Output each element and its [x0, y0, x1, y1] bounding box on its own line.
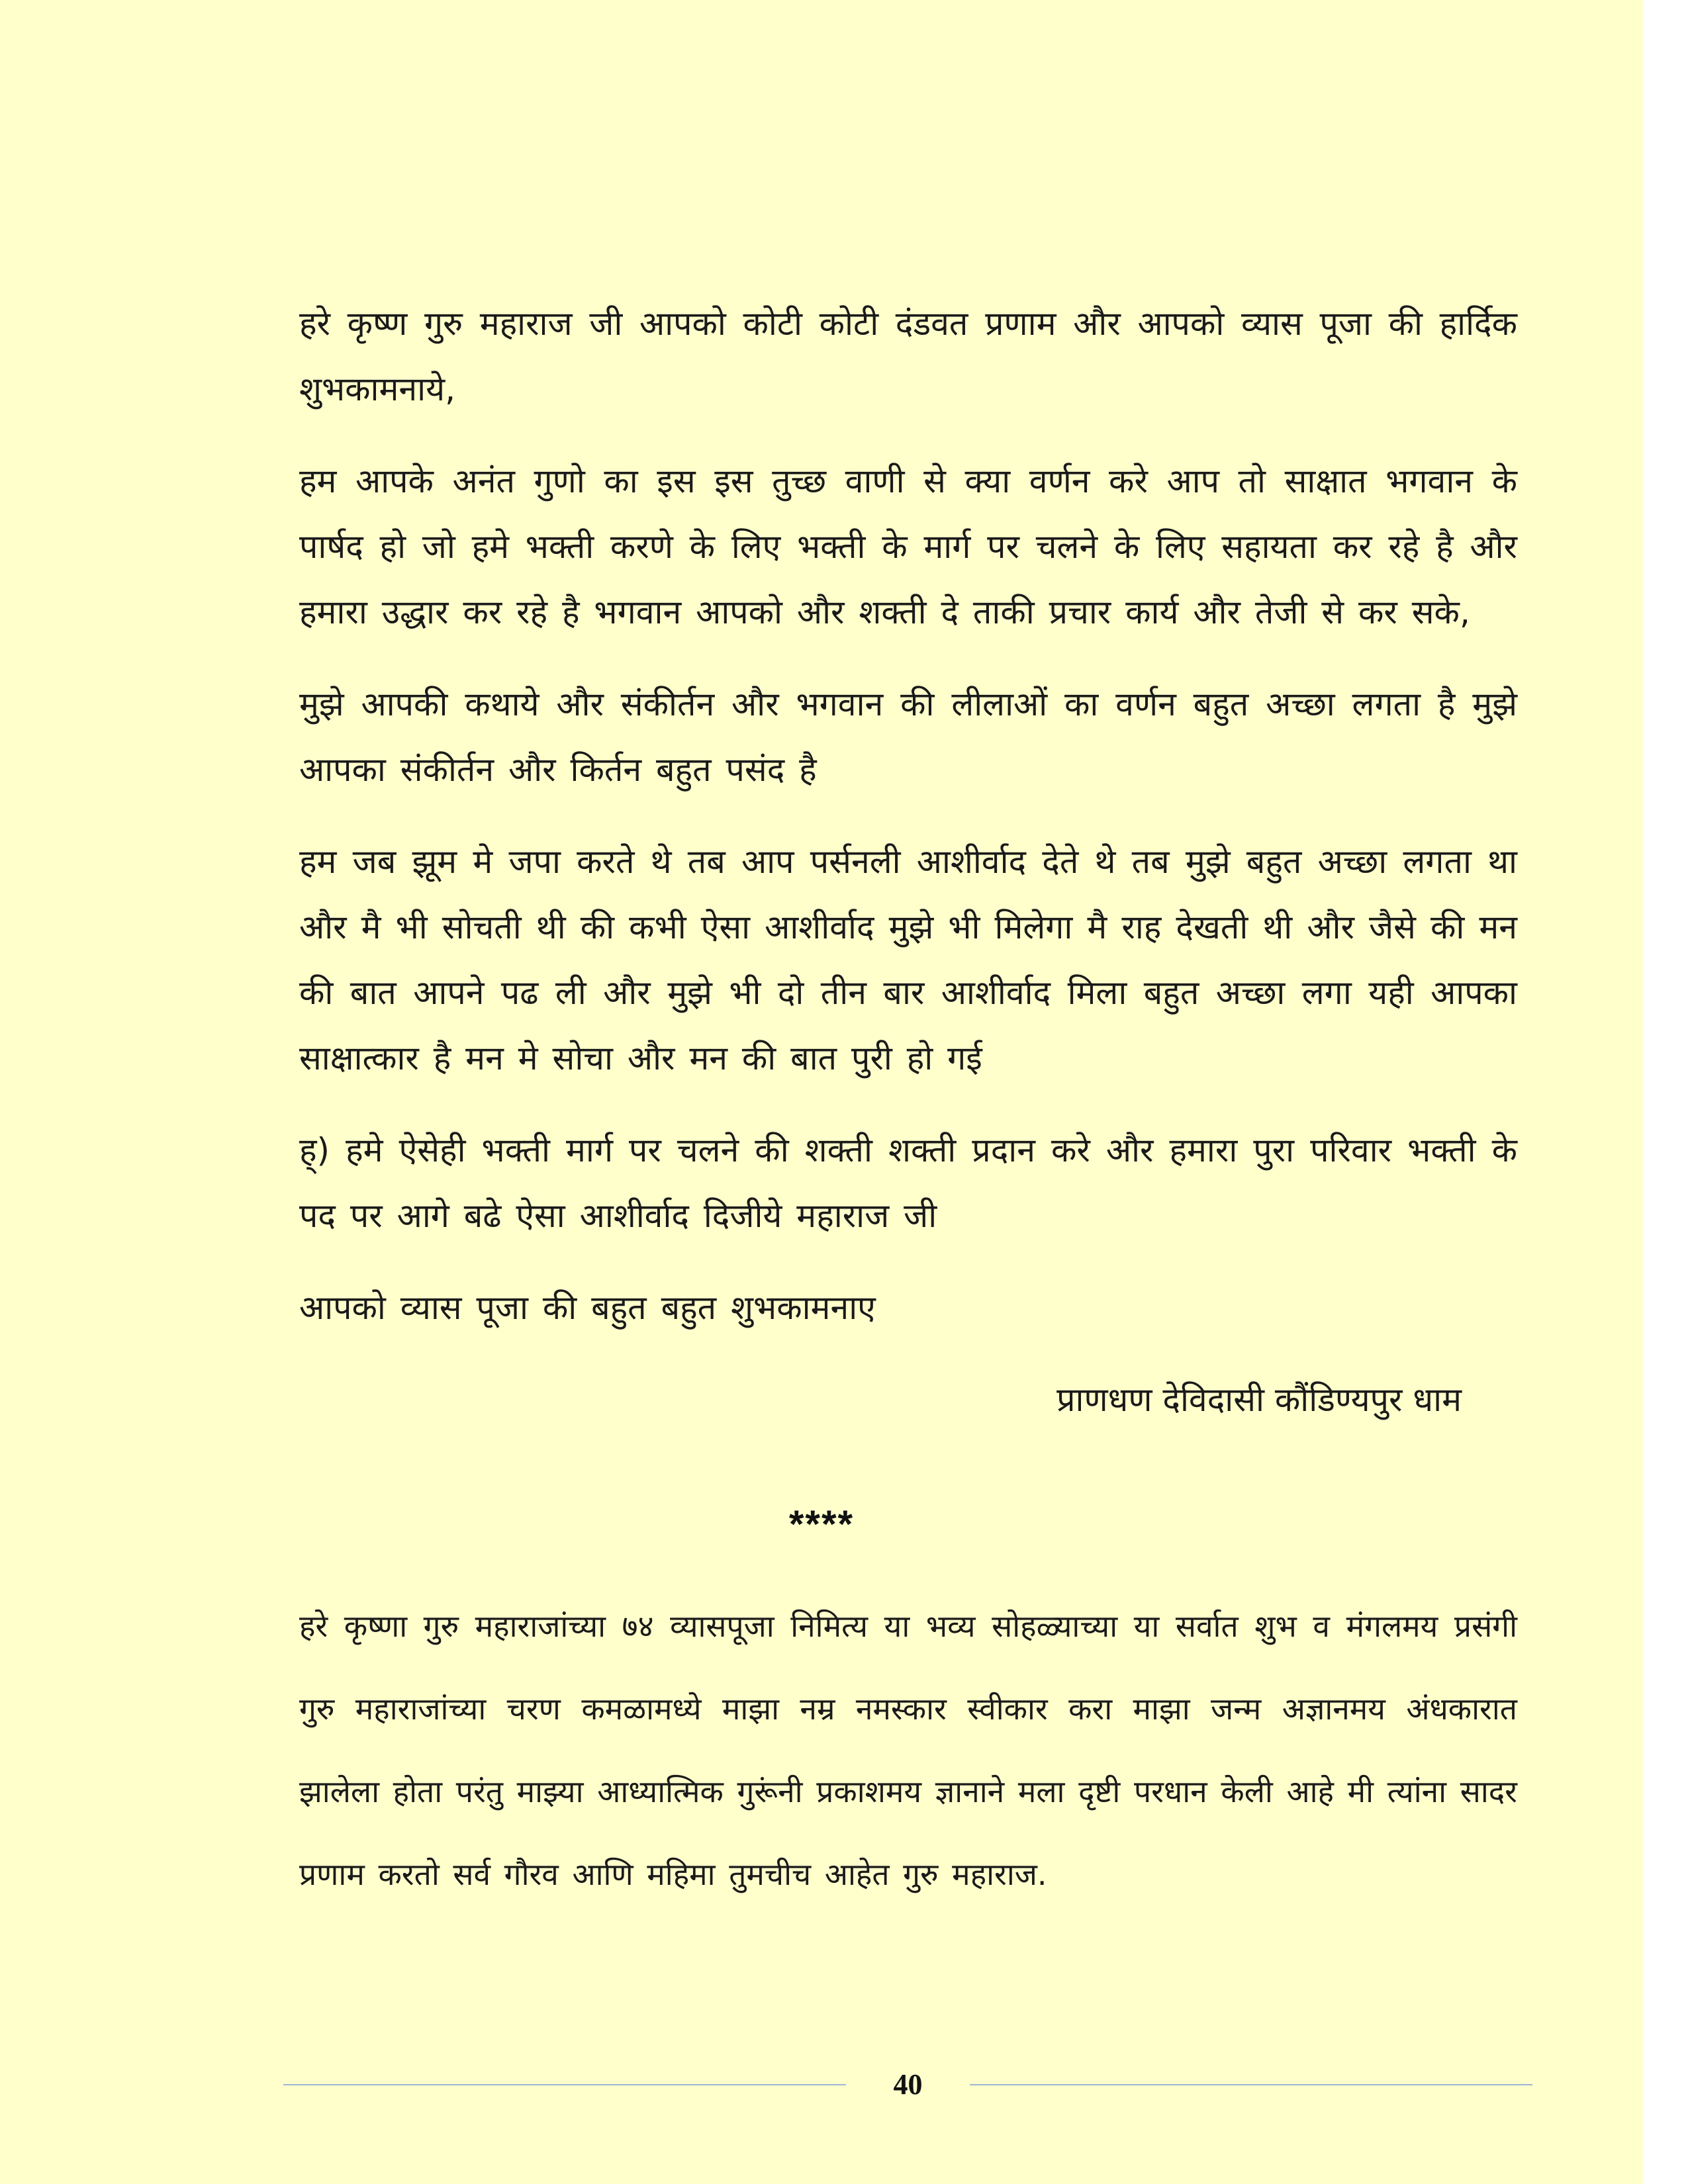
page-footer — [0, 2065, 1643, 2105]
paragraph-greeting: हरे कृष्ण गुरु महाराज जी आपको कोटी कोटी दंडवत प्रणाम और आपको व्यास पूजा की हार्दिक शुभकामनाये, — [299, 304, 1517, 408]
paragraph-wishes: आपको व्यास पूजा की बहुत बहुत शुभकामनाए — [299, 1289, 876, 1327]
paragraph-blessing-memory: हम जब झूम मे जपा करते थे तब आप पर्सनली आशीर्वाद देते थे तब मुझे बहुत अच्छा लगता था और मै भी सोचती थी की कभी ऐसा आशीर्वाद मुझे भी मिलेगा मै राह देखती थी और जैसे की मन की बात आपने पढ ली और मुझे भी दो तीन बार आशीर्वाद मिला बहुत अच्छा लगा यही आपका साक्षात्कार है मन मे सोचा और मन की बात पुरी हो गई — [299, 842, 1517, 1077]
footer-rule-left — [283, 2084, 846, 2085]
marathi-letter — [299, 1585, 1517, 1916]
paragraph-marathi: हरे कृष्णा गुरु महाराजांच्या ७४ व्यासपूजा निमित्य या भव्य सोहळ्याच्या या सर्वात शुभ व मंगलमय प्रसंगी गुरु महाराजांच्या चरण कमळामध्ये माझा नम्र नमस्कार स्वीकार करा माझा जन्म अज्ञानमय अंधकारात झालेला होता परंतु माझ्या आध्यात्मिक गुरूंनी प्रकाशमय ज्ञानाने मला दृष्टी परधान केली आहे मी त्यांना सादर प्रणाम करतो सर्व गौरव आणि महिमा तुमचीच आहेत गुरु महाराज. — [299, 1608, 1517, 1892]
paragraph-praise: हम आपके अनंत गुणो का इस इस तुच्छ वाणी से क्या वर्णन करे आप तो साक्षात भगवान के पार्षद हो जो हमे भक्ती करणे के लिए भक्ती के मार्ग पर चलने के लिए सहायता कर रहे है और हमारा उद्धार कर रहे है भगवान आपको और शक्ती दे ताकी प्रचार कार्य और तेजी से कर सके, — [299, 462, 1517, 631]
page-number: 40 — [893, 2068, 923, 2101]
footer-rule-right — [970, 2084, 1532, 2085]
section-separator: **** — [788, 1503, 855, 1546]
signature: प्राणधण देविदासी कौंडिण्यपुर धाम — [1056, 1381, 1462, 1419]
paragraph-request: ह्) हमे ऐसेही भक्ती मार्ग पर चलने की शक्ती शक्ती प्रदान करे और हमारा पुरा परिवार भक्ती के पद पर आगे बढे ऐसा आशीर्वाद दिजीये महाराज जी — [299, 1131, 1517, 1235]
hindi-letter — [299, 291, 1517, 1433]
paragraph-kirtan: मुझे आपकी कथाये और संकीर्तन और भगवान की लीलाओं का वर्णन बहुत अच्छा लगता है मुझे आपका संकीर्तन और किर्तन बहुत पसंद है — [299, 685, 1517, 789]
